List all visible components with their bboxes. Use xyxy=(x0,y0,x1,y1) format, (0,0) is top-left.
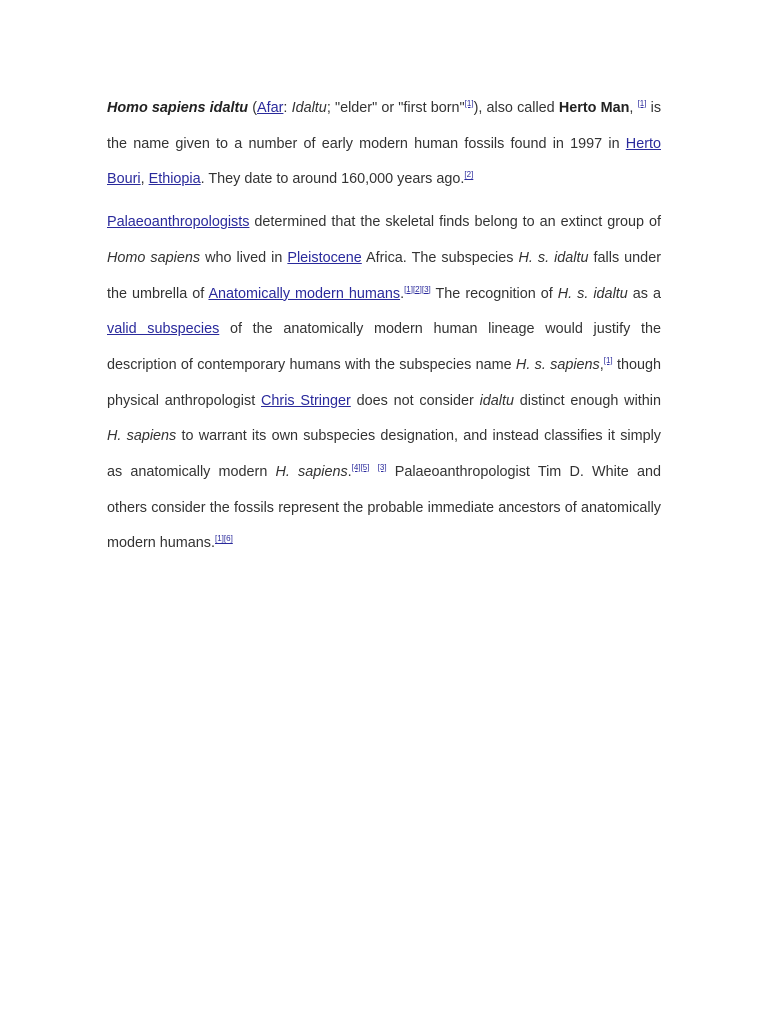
citation-link-2[interactable]: [2] xyxy=(464,170,474,180)
text-run: ; "elder" or "first born" xyxy=(326,100,465,116)
text-run: falls under the umbrella of xyxy=(107,249,661,302)
text-run: The recognition of xyxy=(430,285,558,302)
citation-link-3[interactable]: [3] xyxy=(377,463,387,473)
text-run: as a xyxy=(627,285,661,302)
link-chris-stringer[interactable]: Chris Stringer xyxy=(261,392,351,409)
citation-ref xyxy=(464,171,473,180)
citation-link-1[interactable]: [1] xyxy=(637,99,647,109)
text-run: though physical anthropologist xyxy=(107,356,661,409)
text-run: to warrant its own subspecies designation, and instead classifies it simply as anatomically modern xyxy=(107,428,661,481)
link-palaeoanthropologists[interactable]: Palaeoanthropologists xyxy=(107,214,250,231)
term-homo-sapiens: Homo sapiens xyxy=(107,249,201,266)
term-idaltu: idaltu xyxy=(479,392,514,409)
link-herto-bouri[interactable]: Herto Bouri xyxy=(107,135,661,188)
text-run: determined that the skeletal finds belong to an extinct group of xyxy=(249,214,661,231)
text-run: ( xyxy=(248,100,258,116)
term-h-sapiens: H. sapiens xyxy=(107,428,177,445)
citation-link-1-6[interactable]: [1][6] xyxy=(215,534,233,544)
term-h-s-sapiens: H. s. sapiens xyxy=(515,356,600,373)
text-run: distinct enough within xyxy=(513,392,661,409)
text-run: Palaeoanthropologist Tim D. White and others consider the fossils represent the probable immediate ancestors of anatomically modern humans. xyxy=(107,464,661,552)
document-body xyxy=(107,91,661,562)
link-anatomically-modern-humans[interactable]: Anatomically modern humans xyxy=(208,285,401,302)
citation-link-1-2-3[interactable]: [1][2][3] xyxy=(404,284,431,294)
subject-term: Homo sapiens idaltu xyxy=(107,100,249,116)
citation-ref xyxy=(215,535,233,544)
citation-ref xyxy=(404,285,431,294)
text-run: . They date to around 160,000 years ago. xyxy=(200,171,465,188)
text-run: , xyxy=(629,100,634,116)
paragraph-intro xyxy=(107,91,661,198)
text-run: Africa. The subspecies xyxy=(361,249,519,266)
citation-link-4-5[interactable]: [4][5] xyxy=(351,463,370,473)
link-ethiopia[interactable]: Ethiopia xyxy=(148,171,201,188)
text-run: of the anatomically modern human lineage would justify the description of contemporary humans with the subspecies name xyxy=(107,321,661,373)
term-h-sapiens: H. sapiens xyxy=(275,464,348,481)
term-herto-man: Herto Man xyxy=(558,100,630,116)
text-run: ), also called xyxy=(473,100,559,116)
link-valid-subspecies[interactable]: valid subspecies xyxy=(107,321,220,338)
text-run: , xyxy=(140,171,149,188)
citation-ref xyxy=(465,99,474,108)
text-run: , xyxy=(599,356,604,373)
link-afar[interactable]: Afar xyxy=(257,100,284,116)
citation-link-1[interactable]: [1] xyxy=(464,99,474,109)
citation-ref xyxy=(378,463,387,472)
text-run: is the name given to a number of early modern human fossils found in 1997 in xyxy=(107,100,662,152)
text-run: : xyxy=(283,100,292,116)
text-run: . xyxy=(347,464,352,481)
term-idaltu: Idaltu xyxy=(291,100,327,116)
citation-ref xyxy=(352,463,370,472)
text-run: does not consider xyxy=(350,392,480,409)
citation-ref xyxy=(604,356,613,365)
link-pleistocene[interactable]: Pleistocene xyxy=(287,249,362,266)
citation-link-1[interactable]: [1] xyxy=(603,356,613,366)
paragraph-classification xyxy=(107,205,661,562)
term-h-s-idaltu: H. s. idaltu xyxy=(518,249,589,266)
text-run: . xyxy=(400,285,405,302)
text-run: who lived in xyxy=(200,249,288,266)
term-h-s-idaltu: H. s. idaltu xyxy=(557,285,628,302)
